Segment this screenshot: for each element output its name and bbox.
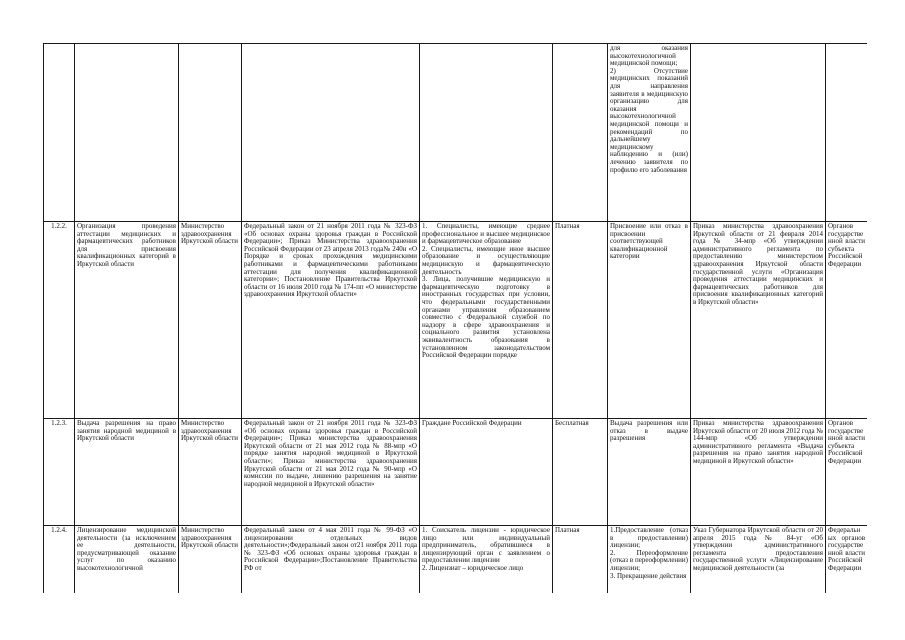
service-name: Лицензирование медицинской деятельности (за исключением ее деятельности, предусматривающей оказание услуг по оказанию высокотехнологичной xyxy=(75,526,179,594)
table-row xyxy=(44,44,868,222)
legal-basis: Федеральный закон от 21 ноября 2011 года № 323-ФЗ «Об основах охраны здоровья граждан в Российской Федерации»; Приказ министерства здравоохранения Иркутской области от 21 мая 2012 года № 88-мпр «О порядке занятия народной медициной в Иркутской области»; Приказ министерства здравоохранения Иркутской области от 21 мая 2012 года № 90-мпр «О комиссии по выдаче, лишению разрешения на занятие народной медициной в Иркутской области» xyxy=(242,419,420,526)
fee-type xyxy=(553,44,608,222)
responsible-agency: Министерство здравоохранения Иркутской области xyxy=(179,526,242,594)
recipients: 1. Специалисты, имеющие среднее профессиональное и высшее медицинское и фармацевтическое образование 2. Специалисты, имеющие иное высшее образование и осуществляющие медицинскую и фармацевтическую деятельность 3. Лица, получившие медицинскую и фармацевтическую подготовку в иностранных государствах при условии, что федеральными государственными органами управления образованием совместно с Федеральной службой по надзору в сфере здравоохранения и социального развития установлена эквивалентность образования в установленном законодательством Российской Федерации порядке xyxy=(420,222,553,419)
legal-basis: Федеральный закон от 4 мая 2011 года № 99-ФЗ «О лицензировании отдельных видов деятельности»;Федеральный закон от21 ноября 2011 года № 323-ФЗ «Об основах охраны здоровья граждан в Российской Федерации»;Постановление Правительства РФ от xyxy=(242,526,420,594)
administrative-regulation: Приказ министерства здравоохранения Иркутской области от 20 июля 2012 года № 144-мпр «Об утверждении административного регламента «Выдача разрешения на право занятия народной медициной в Иркутской области» xyxy=(691,419,826,526)
administrative-regulation: Приказ министерства здравоохранения Иркутской области от 21 февраля 2014 года № 34-мпр «Об утверждении административного регламента по предоставлению министерством здравоохранения Иркутской области государственной услуги «Организация проведения аттестации медицинских и фармацевтических работников для присвоения квалификационных категорий в Иркутской области» xyxy=(691,222,826,419)
row-number: 1.2.2. xyxy=(44,222,75,419)
service-result: для оказания высокотехнологичной медицинской помощи; 2) Отсутствие медицинских показаний для направления заявителя в медицинскую организацию для оказания высокотехнологичной медицинской помощи и рекомендаций по дальнейшему медицинскому наблюдению и (или) лечению заявителя по профилю его заболевания xyxy=(608,44,691,222)
responsible-agency xyxy=(179,44,242,222)
legal-basis xyxy=(242,44,420,222)
service-result: Присвоение или отказ в присвоении соответствующей квалификационной категории xyxy=(608,222,691,419)
authority-level: Федеральных органов государственной власти Российской Федерации xyxy=(826,526,868,594)
fee-type: Бесплатная xyxy=(553,419,608,526)
responsible-agency: Министерство здравоохранения Иркутской области xyxy=(179,222,242,419)
service-result: Выдача разрешения или отказ в выдаче разрешения xyxy=(608,419,691,526)
recipients: 1. Соискатель лицензии - юридическое лицо или индивидуальный предприниматель, обратившиеся в лицензирующий орган с заявлением о предоставлении лицензии 2. Лицензиат – юридическое лицо xyxy=(420,526,553,594)
row-number xyxy=(44,44,75,222)
table-row xyxy=(44,222,868,419)
administrative-regulation: Указ Губернатора Иркутской области от 20 апреля 2015 года № 84-уг «Об утверждении административного регламента предоставления государственной услуги «Лицензирование медицинской деятельности (за xyxy=(691,526,826,594)
authority-level: Органов государственной власти субъекта Российской Федерации xyxy=(826,419,868,526)
document-page xyxy=(43,43,867,593)
row-number: 1.2.3. xyxy=(44,419,75,526)
services-table xyxy=(43,43,867,593)
fee-type: Платная xyxy=(553,526,608,594)
authority-level: Органов государственной власти субъекта Российской Федерации xyxy=(826,222,868,419)
table-row xyxy=(44,526,868,594)
authority-level xyxy=(826,44,868,222)
row-number: 1.2.4. xyxy=(44,526,75,594)
recipients: Граждане Российской Федерации xyxy=(420,419,553,526)
service-name: Организация проведения аттестации медицинских и фармацевтических работников для присвоения квалификационных категорий в Иркутской области xyxy=(75,222,179,419)
fee-type: Платная xyxy=(553,222,608,419)
legal-basis: Федеральный закон от 21 ноября 2011 года № 323-ФЗ «Об основах охраны здоровья граждан в Российской Федерации»; Приказ Министерства здравоохранения Российской Федерации от 23 апреля 2013 года№ 240н «О Порядке и сроках прохождения медицинскими работниками и фармацевтическими работниками аттестации для получения квалификационной категории»; Постановление Правительства Иркутской области от 16 июля 2010 года № 174-пп «О министерстве здравоохранения Иркутской области» xyxy=(242,222,420,419)
service-name: Выдача разрешения на право занятия народной медициной в Иркутской области xyxy=(75,419,179,526)
table-row xyxy=(44,419,868,526)
recipients xyxy=(420,44,553,222)
responsible-agency: Министерство здравоохранения Иркутской области xyxy=(179,419,242,526)
service-result: 1.Предоставление (отказ в предоставлении) лицензии; 2. Переоформление (отказ в переоформлении) лицензии; 3. Прекращение действия xyxy=(608,526,691,594)
administrative-regulation xyxy=(691,44,826,222)
service-name xyxy=(75,44,179,222)
